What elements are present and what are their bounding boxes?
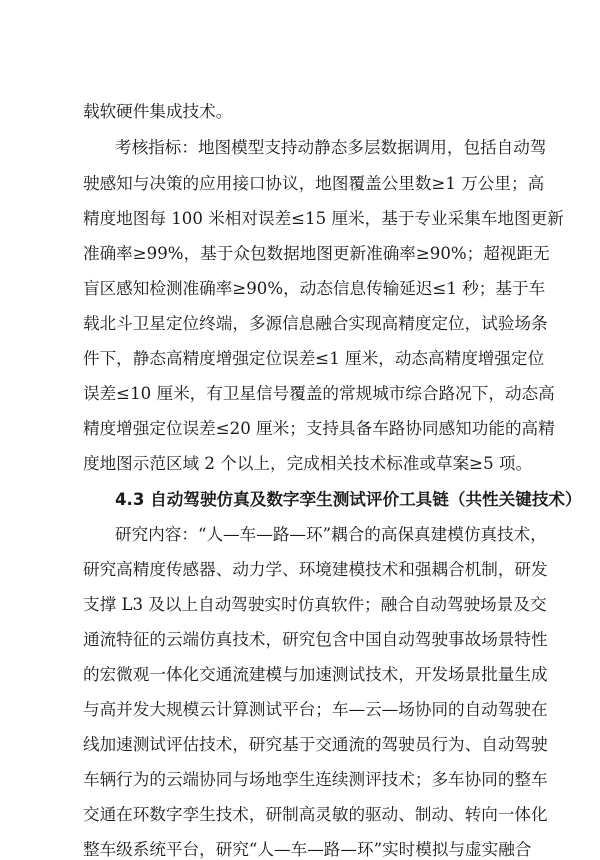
text-line: 考核指标：地图模型支持动静态多层数据调用，包括自动驾 [115, 138, 547, 157]
text-line: 车辆行为的云端协同与场地孪生连续测评技术；多车协同的整车 [83, 770, 548, 789]
text-line: 研究内容：“人—车—路—环”耦合的高保真建模仿真技术， [115, 525, 547, 544]
text-line: 载北斗卫星定位终端，多源信息融合实现高精度定位，试验场条 [83, 314, 548, 333]
text-line: 交通在环数字孪生技术，研制高灵敏的驱动、制动、转向一体化 [83, 805, 548, 824]
text-line: 整车级系统平台，研究“人—车—路—环”实时模拟与虚实融合 [83, 840, 532, 859]
text-line: 支撑 L3 及以上自动驾驶实时仿真软件；融合自动驾驶场景及交 [83, 595, 547, 614]
text-line: 准确率≥99%，基于众包数据地图更新准确率≥90%；超视距无 [83, 244, 550, 263]
text-line: 精度地图每 100 米相对误差≤15 厘米，基于专业采集车地图更新 [83, 209, 564, 228]
text-line: 驶感知与决策的应用接口协议，地图覆盖公里数≥1 万公里；高 [83, 174, 545, 193]
text-line: 误差≤10 厘米，有卫星信号覆盖的常规城市综合路况下，动态高 [83, 384, 555, 403]
text-line: 件下，静态高精度增强定位误差≤1 厘米，动态高精度增强定位 [83, 349, 545, 368]
text-line: 通流特征的云端仿真技术，研究包含中国自动驾驶事故场景特性 [83, 630, 548, 649]
text-line: 度地图示范区域 2 个以上，完成相关技术标准或草案≥5 项。 [83, 454, 533, 473]
text-line: 研究高精度传感器、动力学、环境建模技术和强耦合机制，研发 [83, 560, 548, 579]
text-line: 载软硬件集成技术。 [83, 102, 233, 121]
text-line: 的宏微观一体化交通流建模与加速测试技术，开发场景批量生成 [83, 665, 548, 684]
text-line: 精度增强定位误差≤20 厘米；支持具备车路协同感知功能的高精 [83, 419, 555, 438]
text-line: 线加速测试评估技术，研究基于交通流的驾驶员行为、自动驾驶 [83, 735, 548, 754]
section-heading: 4.3 自动驾驶仿真及数字孪生测试评价工具链（共性关键技术） [115, 490, 582, 509]
text-line: 盲区感知检测准确率≥90%，动态信息传输延迟≤1 秒；基于车 [83, 279, 546, 298]
text-line: 与高并发大规模云计算测试平台；车—云—场协同的自动驾驶在 [83, 700, 548, 719]
